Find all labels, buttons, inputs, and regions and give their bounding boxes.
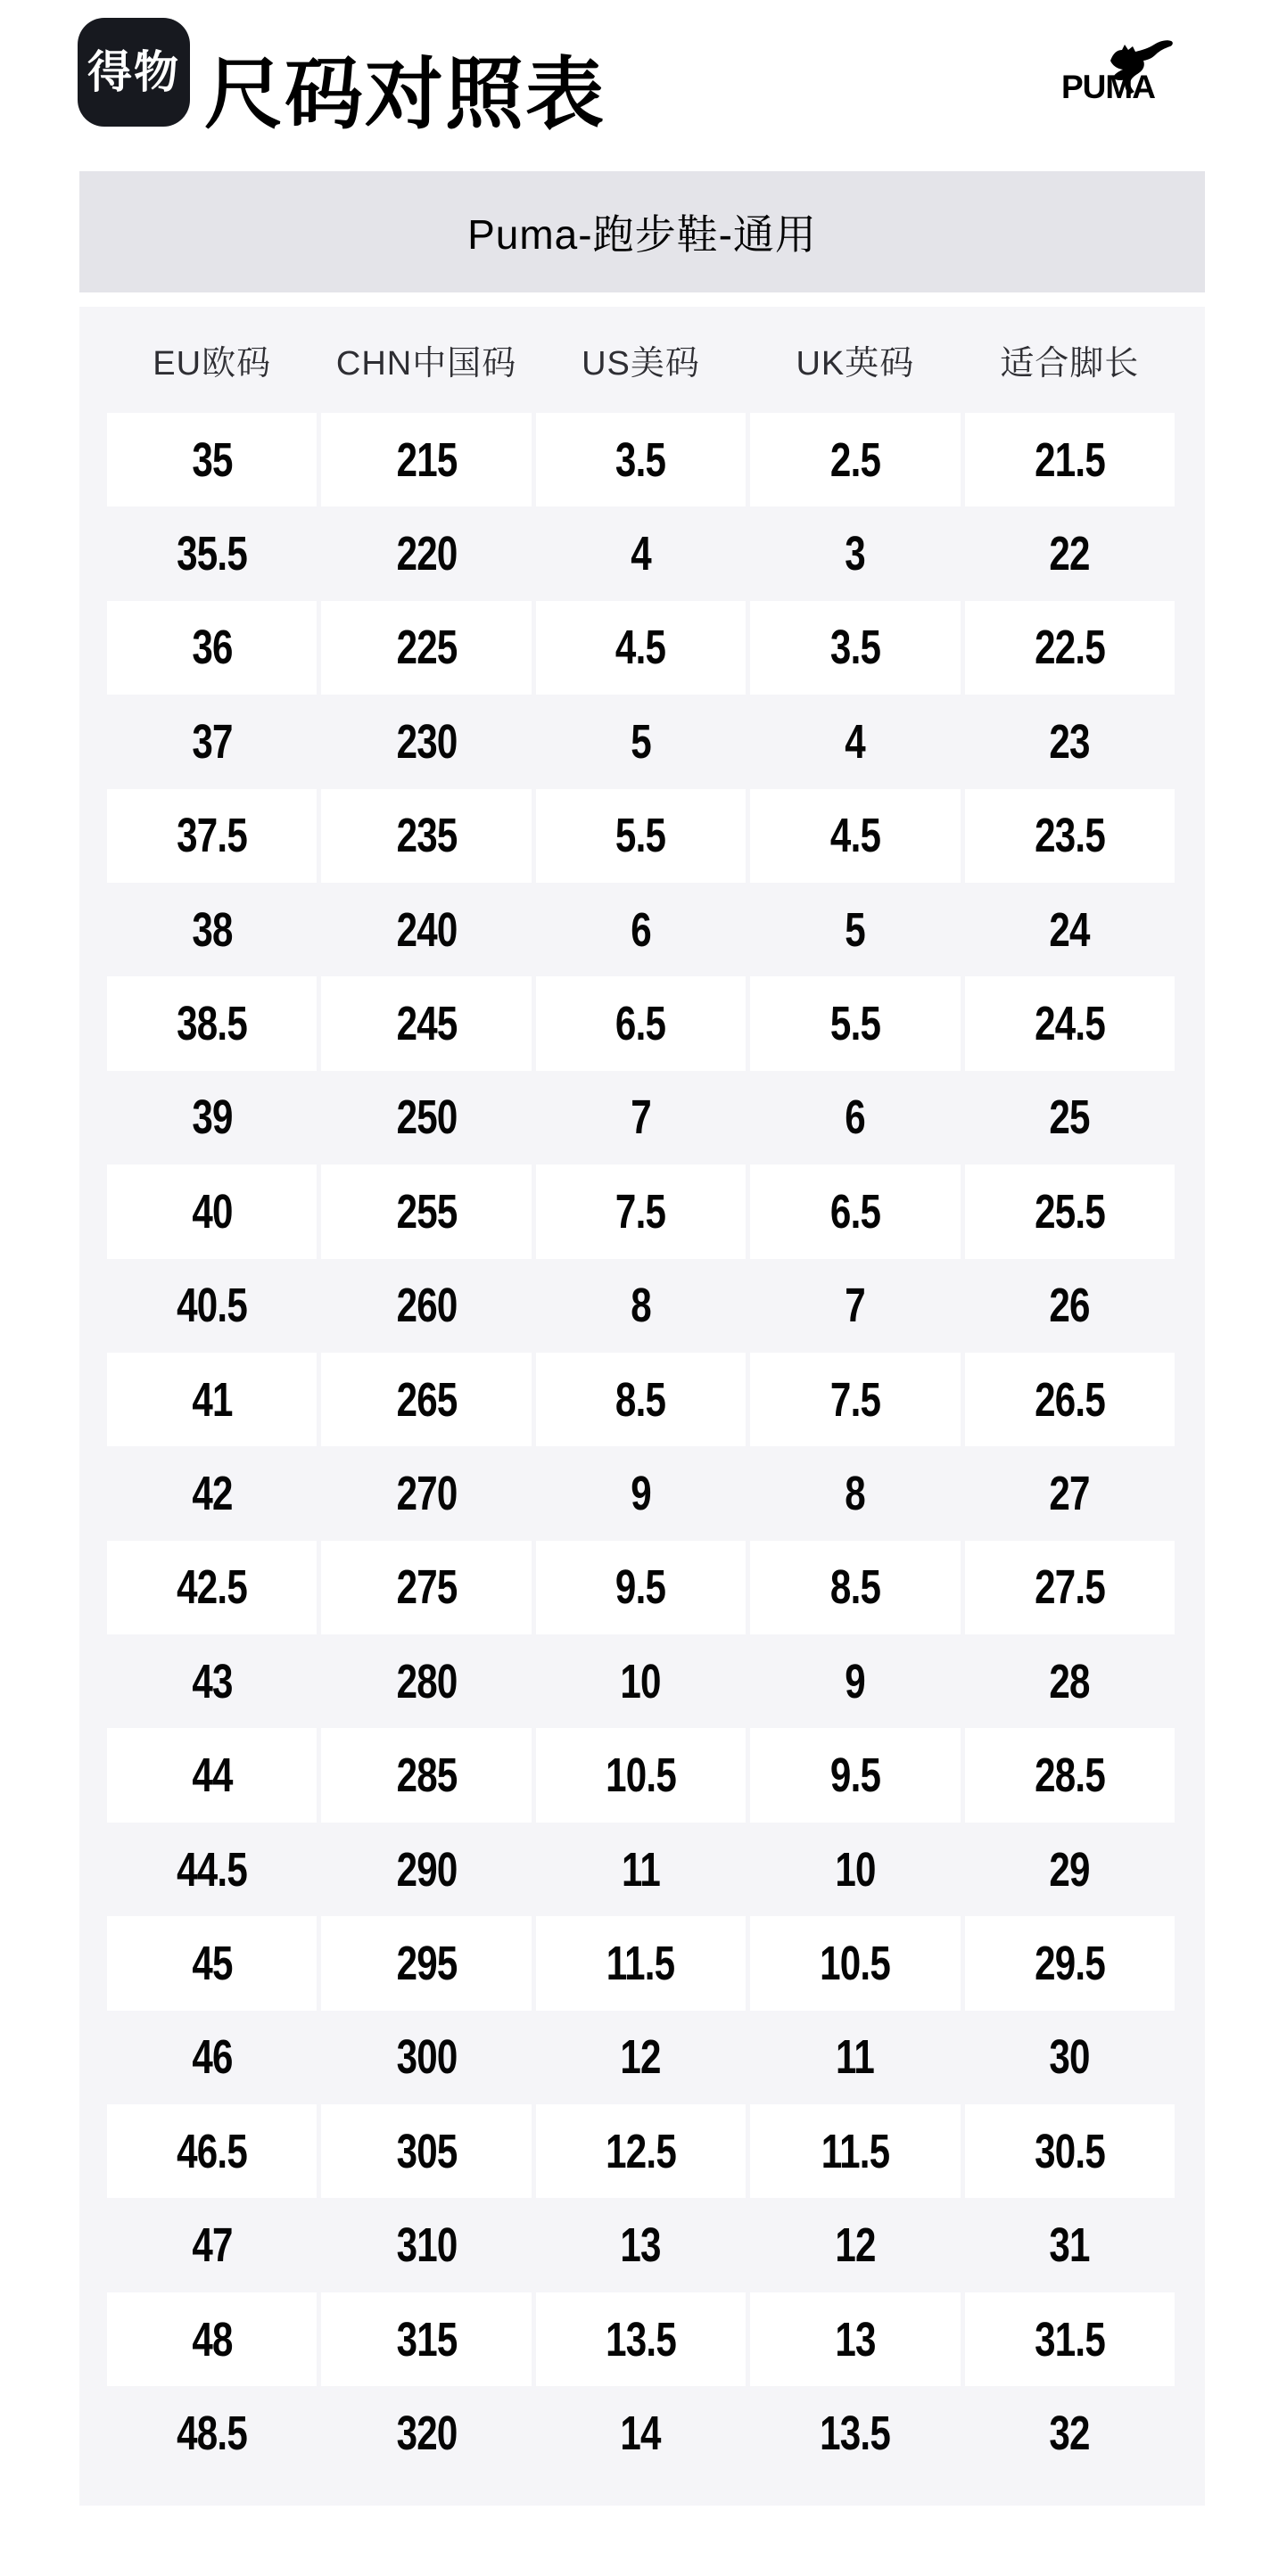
cell-value: 10 (835, 1842, 876, 1897)
table-row (107, 1916, 1175, 2010)
table-cell (536, 1071, 746, 1165)
table-cell (536, 601, 746, 695)
table-cell (321, 1446, 531, 1540)
table-cell (321, 789, 531, 883)
table-cell (750, 695, 960, 788)
table-cell (750, 1353, 960, 1446)
cell-value: 305 (396, 2124, 458, 2178)
table-cell (750, 2292, 960, 2386)
cell-value: 14 (620, 2406, 662, 2460)
table-row (107, 2386, 1175, 2480)
cell-value: 225 (396, 621, 458, 675)
table-cell (965, 1823, 1175, 1916)
table-cell (321, 2292, 531, 2386)
cell-value: 31 (1049, 2218, 1090, 2273)
cell-value: 6.5 (829, 1184, 880, 1239)
size-table (79, 307, 1205, 2506)
cell-value: 38 (192, 902, 233, 957)
dewu-logo-text: 得物 (87, 47, 180, 97)
table-row (107, 883, 1175, 976)
cell-value: 5.5 (615, 809, 666, 863)
table-cell (321, 1353, 531, 1446)
table-cell (536, 506, 746, 600)
cell-value: 4.5 (615, 621, 666, 675)
table-cell (536, 1353, 746, 1446)
cell-value: 8.5 (829, 1560, 880, 1615)
table-header-row (107, 307, 1175, 413)
table-cell (321, 2198, 531, 2292)
cell-value: 9.5 (615, 1560, 666, 1615)
cell-value: 285 (396, 1749, 458, 1803)
table-cell (107, 883, 317, 976)
cell-value: 11.5 (606, 1936, 675, 1990)
cell-value: 11 (836, 2030, 875, 2085)
table-row (107, 1728, 1175, 1822)
cell-value: 28.5 (1034, 1749, 1105, 1803)
table-cell (750, 2011, 960, 2104)
cell-value: 26.5 (1034, 1372, 1105, 1427)
table-cell (321, 1541, 531, 1634)
table-cell (107, 1446, 317, 1540)
table-cell (965, 413, 1175, 506)
cell-value: 220 (396, 527, 458, 581)
table-cell (750, 1541, 960, 1634)
cell-value: 35.5 (177, 527, 248, 581)
cell-value: 47 (192, 2218, 233, 2273)
cell-value: 9.5 (829, 1749, 880, 1803)
cell-value: 4.5 (829, 809, 880, 863)
cell-value: 22 (1049, 527, 1090, 581)
table-row (107, 789, 1175, 883)
cell-value: 25.5 (1034, 1184, 1105, 1239)
table-cell (107, 1728, 317, 1822)
table-cell (321, 883, 531, 976)
table-cell (107, 1634, 317, 1728)
table-cell (750, 1728, 960, 1822)
table-cell (750, 413, 960, 506)
cell-value: 300 (396, 2030, 458, 2085)
table-cell (965, 976, 1175, 1070)
table-cell (965, 2386, 1175, 2480)
cell-value: 10.5 (606, 1749, 676, 1803)
table-cell (321, 976, 531, 1070)
cell-value: 10.5 (820, 1936, 891, 1990)
table-cell (107, 1259, 317, 1353)
cell-value: 4 (631, 527, 651, 581)
table-cell (750, 506, 960, 600)
cell-value: 6 (631, 902, 651, 957)
cell-value: 12.5 (606, 2124, 676, 2178)
table-cell (321, 2011, 531, 2104)
cell-value: 9 (631, 1466, 651, 1520)
cell-value: 21.5 (1034, 432, 1105, 487)
cell-value: 5.5 (829, 997, 880, 1051)
cell-value: 29 (1049, 1842, 1090, 1897)
table-cell (107, 789, 317, 883)
cell-value: 13.5 (820, 2406, 891, 2460)
table-cell (750, 883, 960, 976)
cell-value: 255 (396, 1184, 458, 1239)
cell-value: 5 (845, 902, 866, 957)
cell-value: 7 (845, 1279, 866, 1333)
table-cell (107, 1541, 317, 1634)
table-cell (107, 2011, 317, 2104)
table-row (107, 506, 1175, 600)
table-cell (750, 1259, 960, 1353)
cell-value: 245 (396, 997, 458, 1051)
cell-value: 7.5 (615, 1184, 666, 1239)
table-cell (965, 1165, 1175, 1258)
table-cell (107, 1353, 317, 1446)
cell-value: 215 (396, 432, 458, 487)
size-table-body (107, 413, 1175, 2481)
cell-value: 12 (835, 2218, 876, 2273)
cell-value: 280 (396, 1654, 458, 1708)
cell-value: 7 (631, 1090, 651, 1145)
cell-value: 265 (396, 1372, 458, 1427)
table-cell (965, 2104, 1175, 2198)
table-cell (536, 883, 746, 976)
cell-value: 295 (396, 1936, 458, 1990)
table-cell (536, 2292, 746, 2386)
table-cell (536, 976, 746, 1070)
cell-value: 3.5 (829, 621, 880, 675)
table-row (107, 2011, 1175, 2104)
table-cell (321, 1728, 531, 1822)
table-cell (107, 2104, 317, 2198)
table-cell (965, 601, 1175, 695)
cell-value: 11 (621, 1842, 660, 1897)
dewu-logo (78, 18, 190, 127)
table-cell (107, 601, 317, 695)
table-cell (107, 1071, 317, 1165)
table-cell (965, 2198, 1175, 2292)
table-cell (107, 413, 317, 506)
cell-value: 43 (192, 1654, 233, 1708)
cell-value: 27.5 (1034, 1560, 1105, 1615)
table-cell (321, 2386, 531, 2480)
cell-value: 35 (192, 432, 233, 487)
column-header-foot: 适合脚长 (1000, 345, 1140, 383)
table-row (107, 601, 1175, 695)
table-row (107, 1823, 1175, 1916)
cell-value: 25 (1049, 1090, 1090, 1145)
cell-value: 27 (1049, 1466, 1090, 1520)
cell-value: 38.5 (177, 997, 248, 1051)
table-cell (321, 601, 531, 695)
table-cell (107, 2198, 317, 2292)
table-cell (107, 695, 317, 788)
table-cell (536, 2386, 746, 2480)
cell-value: 12 (620, 2030, 662, 2085)
cell-value: 8.5 (615, 1372, 666, 1427)
table-cell (965, 506, 1175, 600)
cell-value: 290 (396, 1842, 458, 1897)
table-cell (536, 413, 746, 506)
table-row (107, 413, 1175, 506)
table-cell (321, 1823, 531, 1916)
cell-value: 24.5 (1034, 997, 1105, 1051)
cell-value: 11.5 (821, 2124, 890, 2178)
table-cell (536, 1446, 746, 1540)
table-cell (965, 2292, 1175, 2386)
table-row (107, 2104, 1175, 2198)
table-cell (965, 1634, 1175, 1728)
cell-value: 230 (396, 714, 458, 769)
cell-value: 5 (631, 714, 651, 769)
cell-value: 315 (396, 2312, 458, 2366)
table-cell (536, 1634, 746, 1728)
cell-value: 40.5 (177, 1279, 248, 1333)
table-cell (965, 695, 1175, 788)
cell-value: 23.5 (1034, 809, 1105, 863)
table-row (107, 1353, 1175, 1446)
cell-value: 45 (192, 1936, 233, 1990)
cell-value: 36 (192, 621, 233, 675)
cell-value: 3 (845, 527, 866, 581)
table-row (107, 2198, 1175, 2292)
table-cell (536, 2011, 746, 2104)
table-cell (321, 2104, 531, 2198)
table-cell (750, 1071, 960, 1165)
table-row (107, 1071, 1175, 1165)
table-cell (965, 1259, 1175, 1353)
cell-value: 30 (1049, 2030, 1090, 2085)
column-header-us: US美码 (582, 345, 700, 383)
cell-value: 44.5 (177, 1842, 248, 1897)
table-cell (750, 1446, 960, 1540)
table-row (107, 1259, 1175, 1353)
cell-value: 250 (396, 1090, 458, 1145)
table-cell (107, 2386, 317, 2480)
cell-value: 23 (1049, 714, 1090, 769)
cell-value: 7.5 (829, 1372, 880, 1427)
cell-value: 260 (396, 1279, 458, 1333)
cell-value: 2.5 (829, 432, 880, 487)
table-cell (965, 1728, 1175, 1822)
cell-value: 30.5 (1034, 2124, 1105, 2178)
cell-value: 8 (631, 1279, 651, 1333)
product-band (79, 171, 1205, 292)
table-cell (321, 506, 531, 600)
table-cell (107, 506, 317, 600)
table-cell (750, 2104, 960, 2198)
table-cell (536, 1823, 746, 1916)
cell-value: 37 (192, 714, 233, 769)
table-cell (965, 2011, 1175, 2104)
cell-value: 13.5 (606, 2312, 676, 2366)
table-cell (750, 789, 960, 883)
cell-value: 3.5 (615, 432, 666, 487)
table-cell (965, 1541, 1175, 1634)
table-cell (750, 976, 960, 1070)
puma-logo (1061, 37, 1174, 102)
cell-value: 48.5 (177, 2406, 248, 2460)
table-cell (536, 1728, 746, 1822)
cell-value: 310 (396, 2218, 458, 2273)
table-cell (750, 601, 960, 695)
table-cell (750, 1823, 960, 1916)
cell-value: 235 (396, 809, 458, 863)
cell-value: 320 (396, 2406, 458, 2460)
cell-value: 42 (192, 1466, 233, 1520)
cell-value: 29.5 (1034, 1936, 1105, 1990)
column-header-uk: UK英码 (796, 345, 915, 383)
table-cell (750, 1916, 960, 2010)
table-cell (965, 1071, 1175, 1165)
cell-value: 24 (1049, 902, 1090, 957)
table-cell (750, 1165, 960, 1258)
table-cell (965, 1446, 1175, 1540)
cell-value: 31.5 (1034, 2312, 1105, 2366)
table-row (107, 1446, 1175, 1540)
page-title: 尺码对照表 (204, 50, 606, 138)
cell-value: 13 (620, 2218, 662, 2273)
cell-value: 28 (1049, 1654, 1090, 1708)
column-header-chn: CHN中国码 (335, 345, 517, 383)
table-row (107, 1634, 1175, 1728)
table-cell (107, 2292, 317, 2386)
table-cell (536, 1165, 746, 1258)
table-cell (536, 1916, 746, 2010)
table-cell (321, 1259, 531, 1353)
table-cell (321, 1634, 531, 1728)
table-cell (965, 1353, 1175, 1446)
table-cell (107, 976, 317, 1070)
table-cell (536, 1541, 746, 1634)
puma-wordmark: PUMA (1061, 69, 1155, 102)
cell-value: 13 (835, 2312, 876, 2366)
table-row (107, 1541, 1175, 1634)
cell-value: 41 (192, 1372, 233, 1427)
cell-value: 39 (192, 1090, 233, 1145)
table-cell (536, 2104, 746, 2198)
table-cell (750, 2198, 960, 2292)
cell-value: 9 (845, 1654, 866, 1708)
table-row (107, 976, 1175, 1070)
table-cell (321, 1916, 531, 2010)
table-cell (965, 789, 1175, 883)
cell-value: 6.5 (615, 997, 666, 1051)
cell-value: 22.5 (1034, 621, 1105, 675)
page-header (78, 18, 606, 138)
cell-value: 4 (845, 714, 866, 769)
table-cell (536, 695, 746, 788)
cell-value: 46.5 (177, 2124, 248, 2178)
cell-value: 26 (1049, 1279, 1090, 1333)
cell-value: 240 (396, 902, 458, 957)
cell-value: 8 (845, 1466, 866, 1520)
cell-value: 32 (1049, 2406, 1090, 2460)
table-row (107, 695, 1175, 788)
table-cell (536, 789, 746, 883)
cell-value: 275 (396, 1560, 458, 1615)
table-cell (321, 413, 531, 506)
cell-value: 10 (620, 1654, 662, 1708)
cell-value: 6 (845, 1090, 866, 1145)
column-header-eu: EU欧码 (153, 345, 272, 383)
table-cell (965, 883, 1175, 976)
table-cell (107, 1823, 317, 1916)
table-cell (750, 1634, 960, 1728)
table-cell (321, 1071, 531, 1165)
table-cell (107, 1165, 317, 1258)
table-row (107, 1165, 1175, 1258)
cell-value: 37.5 (177, 809, 248, 863)
table-cell (536, 2198, 746, 2292)
product-title: Puma-跑步鞋-通用 (467, 211, 817, 258)
table-cell (965, 1916, 1175, 2010)
cell-value: 48 (192, 2312, 233, 2366)
cell-value: 270 (396, 1466, 458, 1520)
table-cell (107, 1916, 317, 2010)
cell-value: 46 (192, 2030, 233, 2085)
cell-value: 42.5 (177, 1560, 248, 1615)
table-cell (536, 1259, 746, 1353)
table-cell (750, 2386, 960, 2480)
table-cell (321, 695, 531, 788)
table-row (107, 2292, 1175, 2386)
cell-value: 44 (192, 1749, 233, 1803)
table-cell (321, 1165, 531, 1258)
cell-value: 40 (192, 1184, 233, 1239)
